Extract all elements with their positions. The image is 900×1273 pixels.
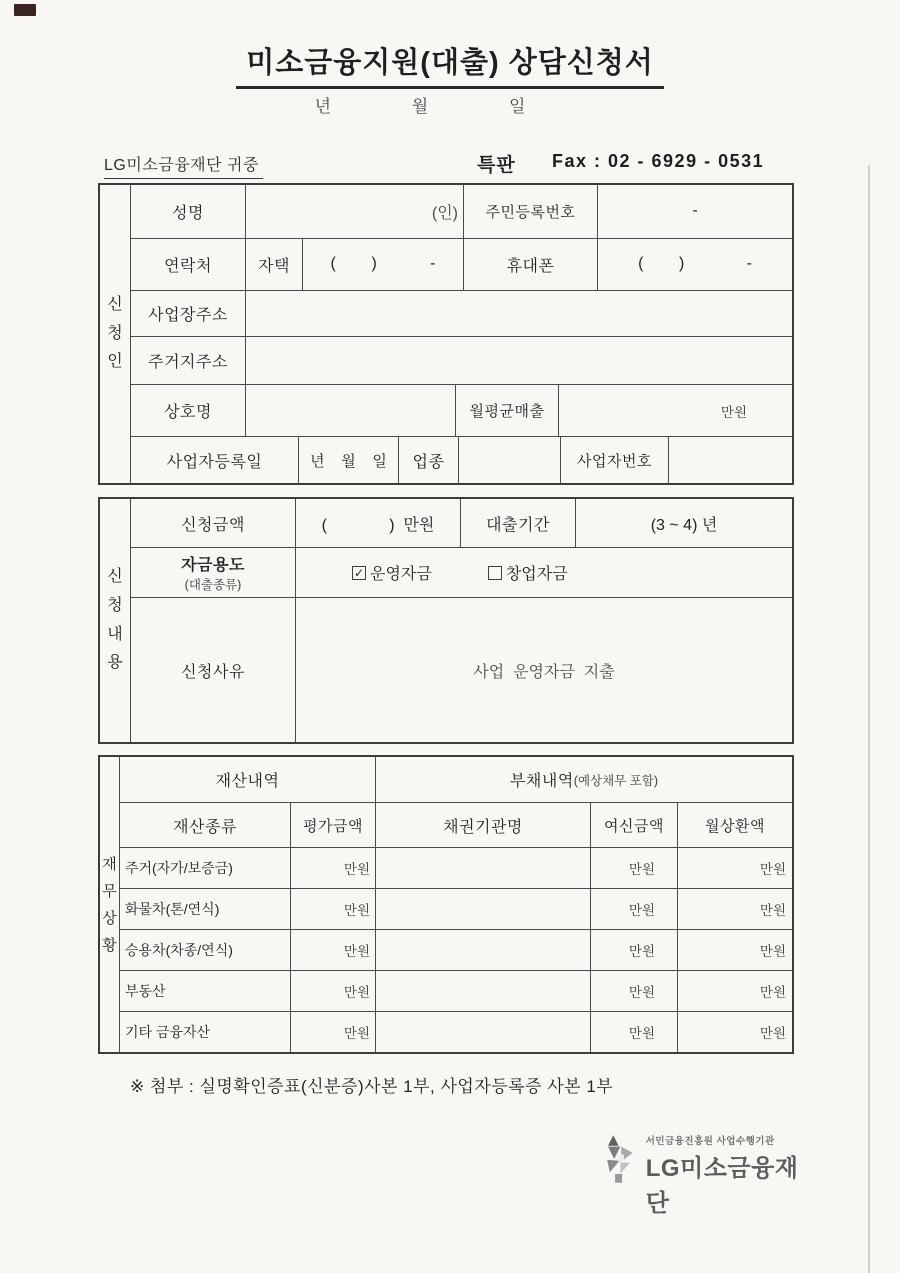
name-label: 성명: [172, 204, 204, 222]
industry-label: 업종: [398, 437, 458, 483]
amount-label: 신청금액: [181, 516, 245, 534]
foundation-logo: [601, 1130, 801, 1217]
creditor-field: [375, 1012, 590, 1052]
seal-label: (인): [431, 204, 458, 222]
industry-field: [458, 437, 560, 483]
credit-amount-field: 만원: [590, 971, 677, 1011]
row-home-address: [131, 336, 792, 384]
finance-table: [98, 755, 794, 1054]
row-business-address: [131, 290, 792, 337]
finance-row-truck: [120, 888, 792, 929]
mobile-field: ( ) -: [597, 239, 792, 290]
finance-section-label: 재무상황: [102, 855, 117, 954]
applicant-table: [98, 183, 794, 485]
monthly-repayment-field: 만원: [677, 889, 792, 929]
finance-row-car: [120, 929, 792, 970]
finance-row-housing: [120, 847, 792, 888]
startup-funds-label: 창업자금: [505, 566, 568, 583]
appraised-value-field: 만원: [290, 930, 375, 970]
operating-funds-option: [352, 561, 432, 584]
home-phone-label: 자택: [245, 239, 302, 290]
column-monthly-repayment: 월상환액: [677, 803, 792, 847]
amount-field: ( ) 만원: [295, 499, 460, 547]
logo-main-text: LG미소금융재단: [645, 1155, 799, 1217]
date-year-label: 년: [314, 97, 332, 116]
business-address-label: 사업장주소: [148, 307, 228, 325]
row-contact: [131, 238, 792, 290]
row-store: [131, 384, 792, 436]
finance-group-header: [120, 757, 792, 802]
operating-funds-checkbox: ✓: [353, 565, 365, 580]
scan-paper-edge: [868, 165, 870, 1273]
registration-date-field: 년 월 일: [298, 437, 398, 483]
row-business-registration: [131, 436, 792, 483]
store-name-label: 상호명: [164, 404, 212, 422]
creditor-field: [375, 889, 590, 929]
assets-header: 재산내역: [215, 773, 280, 790]
credit-amount-field: 만원: [590, 889, 677, 929]
fund-use-sublabel: (대출종류): [184, 578, 242, 592]
column-creditor-name: 채권기관명: [375, 803, 590, 847]
page-title: 미소금융지원(대출) 상담신청서: [236, 40, 664, 89]
asset-label: 주거(자가/보증금): [125, 860, 233, 876]
monthly-repayment-field: 만원: [677, 971, 792, 1011]
reason-field: 사업 운영자금 지출: [295, 598, 792, 742]
header-row: [0, 150, 900, 176]
date-day-label: 일: [508, 97, 526, 116]
row-amount: [131, 499, 792, 547]
fund-use-label-cell: [131, 548, 295, 597]
loan-term-label: 대출기간: [460, 499, 575, 547]
credit-amount-field: 만원: [590, 1012, 677, 1052]
startup-funds-option: [488, 561, 568, 584]
request-section: [100, 499, 131, 742]
asset-label: 부동산: [125, 983, 166, 999]
home-address-field: [245, 337, 792, 384]
appraised-value-field: 만원: [290, 971, 375, 1011]
resident-no-label: 주민등록번호: [463, 185, 597, 238]
mobile-label: 휴대폰: [463, 239, 597, 290]
fund-use-label: 자금용도: [181, 557, 245, 574]
date-line: [0, 92, 840, 117]
creditor-field: [375, 971, 590, 1011]
recipient-label: LG미소금융재단 귀중: [104, 152, 263, 179]
monthly-sales-field: [558, 385, 792, 436]
request-table: [98, 497, 794, 744]
row-fund-use: [131, 547, 792, 597]
asset-label: 기타 금융자산: [125, 1024, 211, 1040]
attachment-note: ※ 첨부 : 실명확인증표(신분증)사본 1부, 사업자등록증 사본 1부: [130, 1077, 614, 1096]
business-number-label: 사업자번호: [560, 437, 668, 483]
credit-amount-field: 만원: [590, 848, 677, 888]
monthly-repayment-field: 만원: [677, 1012, 792, 1052]
finance-section: [100, 757, 120, 1052]
appraised-value-field: 만원: [290, 889, 375, 929]
fax-number: Fax : 02 - 6929 - 0531: [552, 151, 765, 171]
reason-label: 신청사유: [181, 663, 245, 681]
column-appraised-value: 평가금액: [290, 803, 375, 847]
monthly-repayment-field: 만원: [677, 848, 792, 888]
name-field: [245, 185, 463, 238]
loan-term-field: (3 ~ 4) 년: [575, 499, 792, 547]
business-number-field: [668, 437, 792, 483]
fund-use-options: [295, 548, 792, 597]
scan-artifact-mark: [14, 4, 36, 16]
asset-label: 화물차(톤/연식): [125, 901, 220, 917]
applicant-section-label: 신청인: [107, 295, 123, 371]
applicant-section: [100, 185, 131, 483]
row-name: [131, 185, 792, 238]
debts-header-sub: (예상채무 포함): [573, 773, 659, 788]
request-section-label: 신청내용: [107, 567, 123, 672]
appraised-value-field: 만원: [290, 848, 375, 888]
row-reason: [131, 597, 792, 742]
operating-funds-label: 운영자금: [370, 566, 432, 583]
title-block: [0, 40, 900, 89]
store-name-field: [245, 385, 455, 436]
debts-header-main: 부채내역: [509, 773, 574, 790]
business-address-field: [245, 291, 792, 337]
home-phone-field: ( ) -: [302, 239, 463, 290]
logo-small-text: 서민금융진흥원 사업수행기관: [645, 1136, 775, 1147]
pinwheel-logo-icon: [601, 1132, 640, 1186]
startup-funds-checkbox: [488, 566, 502, 580]
contact-label: 연락처: [164, 257, 212, 275]
asset-label: 승용차(차종/연식): [125, 942, 233, 958]
creditor-field: [375, 930, 590, 970]
monthly-repayment-field: 만원: [677, 930, 792, 970]
column-credit-amount: 여신금액: [590, 803, 677, 847]
column-asset-type: 재산종류: [173, 818, 237, 836]
credit-amount-field: 만원: [590, 930, 677, 970]
logo-text-block: [646, 1130, 801, 1218]
edition-label: 특판: [477, 155, 516, 176]
date-month-label: 월: [411, 97, 429, 116]
finance-column-header: [120, 802, 792, 847]
registration-date-label: 사업자등록일: [166, 453, 263, 471]
creditor-field: [375, 848, 590, 888]
appraised-value-field: 만원: [290, 1012, 375, 1052]
debts-header: [375, 757, 792, 802]
monthly-sales-label: 월평균매출: [455, 385, 558, 436]
finance-row-other-assets: [120, 1011, 792, 1052]
home-address-label: 주거지주소: [148, 354, 228, 372]
resident-no-field: -: [597, 185, 792, 238]
finance-row-realestate: [120, 970, 792, 1011]
monthly-sales-unit: 만원: [720, 404, 747, 420]
